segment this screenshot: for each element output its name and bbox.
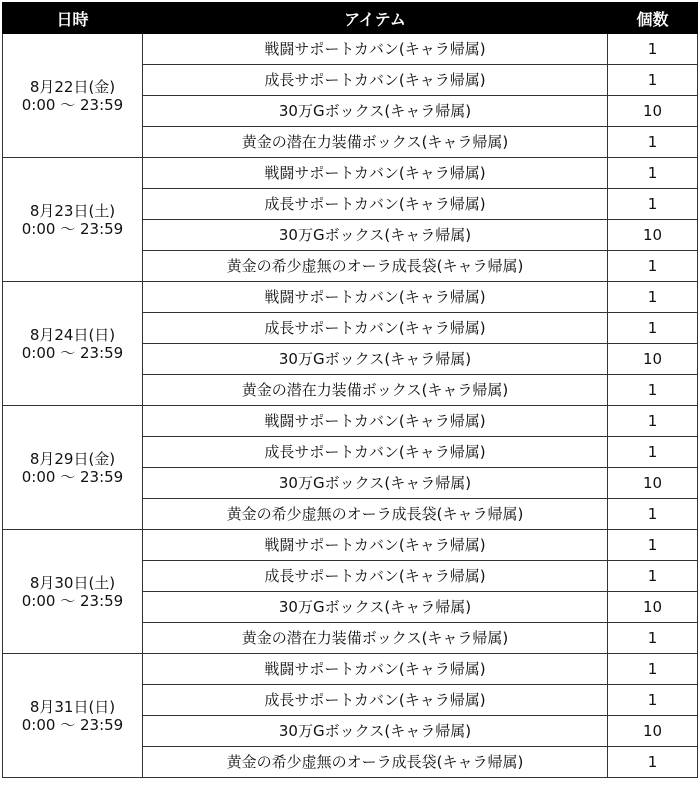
date-label: 8月24日(日) (29, 325, 116, 344)
item-name-cell: 戦闘サポートカバン(キャラ帰属) (143, 406, 608, 437)
item-name-cell: 戦闘サポートカバン(キャラ帰属) (143, 654, 608, 685)
time-range-label: 0:00 〜 23:59 (21, 591, 124, 610)
date-label: 8月30日(土) (29, 573, 116, 592)
header-date: 日時 (3, 3, 143, 34)
date-label: 8月23日(土) (29, 201, 116, 220)
date-label: 8月31日(日) (29, 697, 116, 716)
header-row (3, 3, 698, 34)
item-quantity-cell: 1 (608, 747, 698, 778)
date-label: 8月29日(金) (29, 449, 116, 468)
item-quantity-cell: 1 (608, 499, 698, 530)
time-range-label: 0:00 〜 23:59 (21, 715, 124, 734)
item-name-cell: 成長サポートカバン(キャラ帰属) (143, 685, 608, 716)
time-range-label: 0:00 〜 23:59 (21, 467, 124, 486)
item-quantity-cell: 10 (608, 96, 698, 127)
item-name-cell: 戦闘サポートカバン(キャラ帰属) (143, 530, 608, 561)
item-quantity-cell: 1 (608, 251, 698, 282)
item-quantity-cell: 1 (608, 65, 698, 96)
time-range-label: 0:00 〜 23:59 (21, 343, 124, 362)
date-label: 8月22日(金) (29, 77, 116, 96)
item-quantity-cell: 1 (608, 375, 698, 406)
table-row (3, 158, 698, 189)
item-name-cell: 成長サポートカバン(キャラ帰属) (143, 189, 608, 220)
item-quantity-cell: 1 (608, 561, 698, 592)
table-body (3, 34, 698, 778)
item-name-cell: 30万Gボックス(キャラ帰属) (143, 592, 608, 623)
item-name-cell: 30万Gボックス(キャラ帰属) (143, 220, 608, 251)
date-cell (3, 530, 143, 654)
table-row (3, 34, 698, 65)
item-quantity-cell: 10 (608, 344, 698, 375)
item-quantity-cell: 1 (608, 189, 698, 220)
item-quantity-cell: 1 (608, 34, 698, 65)
item-name-cell: 黄金の潜在力装備ボックス(キャラ帰属) (143, 623, 608, 654)
item-quantity-cell: 10 (608, 716, 698, 747)
item-name-cell: 成長サポートカバン(キャラ帰属) (143, 437, 608, 468)
item-name-cell: 成長サポートカバン(キャラ帰属) (143, 313, 608, 344)
date-cell (3, 406, 143, 530)
date-cell (3, 34, 143, 158)
item-name-cell: 成長サポートカバン(キャラ帰属) (143, 561, 608, 592)
table-row (3, 530, 698, 561)
table-row (3, 406, 698, 437)
item-name-cell: 黄金の潜在力装備ボックス(キャラ帰属) (143, 127, 608, 158)
item-quantity-cell: 10 (608, 468, 698, 499)
table-row (3, 654, 698, 685)
item-quantity-cell: 1 (608, 158, 698, 189)
item-name-cell: 黄金の希少虚無のオーラ成長袋(キャラ帰属) (143, 251, 608, 282)
item-quantity-cell: 1 (608, 654, 698, 685)
item-name-cell: 黄金の希少虚無のオーラ成長袋(キャラ帰属) (143, 499, 608, 530)
item-name-cell: 黄金の潜在力装備ボックス(キャラ帰属) (143, 375, 608, 406)
item-quantity-cell: 10 (608, 220, 698, 251)
table-row (3, 282, 698, 313)
item-name-cell: 30万Gボックス(キャラ帰属) (143, 96, 608, 127)
date-cell (3, 282, 143, 406)
date-cell (3, 158, 143, 282)
header-quantity: 個数 (608, 3, 698, 34)
item-name-cell: 戦闘サポートカバン(キャラ帰属) (143, 282, 608, 313)
item-quantity-cell: 1 (608, 685, 698, 716)
item-name-cell: 30万Gボックス(キャラ帰属) (143, 716, 608, 747)
item-quantity-cell: 1 (608, 282, 698, 313)
header-item: アイテム (143, 3, 608, 34)
item-name-cell: 戦闘サポートカバン(キャラ帰属) (143, 34, 608, 65)
item-quantity-cell: 10 (608, 592, 698, 623)
item-quantity-cell: 1 (608, 437, 698, 468)
time-range-label: 0:00 〜 23:59 (21, 95, 124, 114)
item-name-cell: 30万Gボックス(キャラ帰属) (143, 344, 608, 375)
item-quantity-cell: 1 (608, 406, 698, 437)
item-name-cell: 戦闘サポートカバン(キャラ帰属) (143, 158, 608, 189)
time-range-label: 0:00 〜 23:59 (21, 219, 124, 238)
item-name-cell: 成長サポートカバン(キャラ帰属) (143, 65, 608, 96)
reward-schedule-table (2, 2, 698, 778)
item-quantity-cell: 1 (608, 127, 698, 158)
item-name-cell: 30万Gボックス(キャラ帰属) (143, 468, 608, 499)
item-quantity-cell: 1 (608, 313, 698, 344)
item-quantity-cell: 1 (608, 530, 698, 561)
item-name-cell: 黄金の希少虚無のオーラ成長袋(キャラ帰属) (143, 747, 608, 778)
item-quantity-cell: 1 (608, 623, 698, 654)
table-header (3, 3, 698, 34)
date-cell (3, 654, 143, 778)
